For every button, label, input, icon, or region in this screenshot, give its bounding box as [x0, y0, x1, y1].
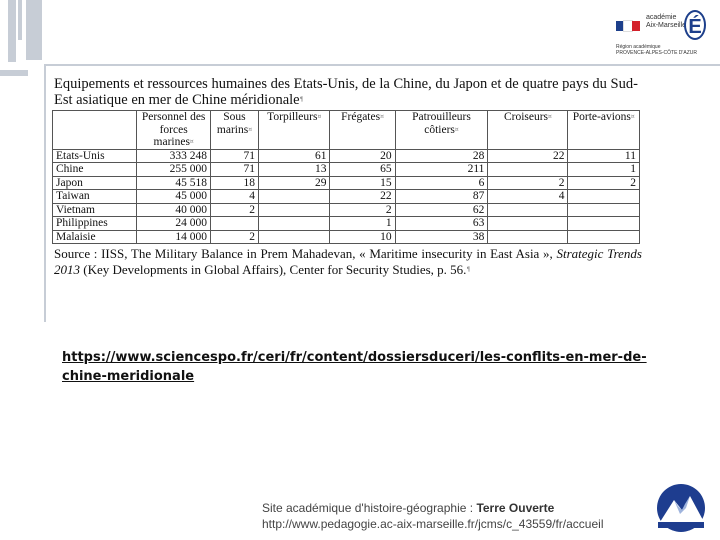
table-cell: 2: [210, 230, 258, 244]
region-name: Région académique PROVENCE-ALPES-CÔTE D'AZUR: [616, 44, 697, 56]
table-cell: 4: [488, 190, 568, 204]
academy-emblem-icon: É: [684, 10, 706, 40]
table-cell: 22: [330, 190, 395, 204]
source-link[interactable]: https://www.sciencespo.fr/ceri/fr/content/dossiersduceri/les-conflits-en-mer-de-chine-meridionale: [62, 350, 647, 384]
table-cell: 38: [395, 230, 488, 244]
table-cell: 45 000: [137, 190, 211, 204]
flag-icon: [616, 18, 640, 28]
table-cell: 2: [488, 176, 568, 190]
table-cell: [210, 217, 258, 231]
table-header-row: [53, 111, 640, 150]
table-cell: [258, 217, 330, 231]
table-cell: 11: [568, 149, 640, 163]
table-cell: 71: [210, 149, 258, 163]
decor-bar: [8, 0, 16, 62]
table-cell: 211: [395, 163, 488, 177]
table-row: [53, 203, 640, 217]
table-cell: 22: [488, 149, 568, 163]
table-cell: 28: [395, 149, 488, 163]
document-excerpt: [52, 76, 642, 278]
table-header: Croiseurs¤: [488, 111, 568, 150]
table-cell: 14 000: [137, 230, 211, 244]
decor-bar: [0, 70, 28, 76]
table-cell: 18: [210, 176, 258, 190]
table-title: Equipements et ressources humaines des Etats-Unis, de la Chine, du Japon et de quatre pays du Sud-Est asiatique en mer de Chine méridionale¶: [54, 76, 638, 108]
table-header: Patrouilleurs côtiers¤: [395, 111, 488, 150]
table-cell: 71: [210, 163, 258, 177]
table-cell: 2: [568, 176, 640, 190]
country-cell: Japon: [53, 176, 137, 190]
table-header: Torpilleurs¤: [258, 111, 330, 150]
table-cell: 65: [330, 163, 395, 177]
table-cell: [258, 190, 330, 204]
academy-logo: [610, 6, 710, 58]
table-cell: 2: [330, 203, 395, 217]
decor-line: [44, 64, 46, 322]
table-row: [53, 176, 640, 190]
table-cell: [488, 230, 568, 244]
table-cell: 1: [330, 217, 395, 231]
table-cell: 6: [395, 176, 488, 190]
table-cell: 255 000: [137, 163, 211, 177]
footer-site-name: Site académique d'histoire-géographie : Terre Ouverte: [262, 501, 555, 515]
mountain-logo-icon: [652, 482, 710, 534]
table-row: [53, 230, 640, 244]
table-header: Personnel des forces marines¤: [137, 111, 211, 150]
academy-name: académie Aix-Marseille: [646, 14, 687, 29]
table-header: Sous marins¤: [210, 111, 258, 150]
table-cell: 45 518: [137, 176, 211, 190]
table-cell: [568, 203, 640, 217]
table-row: [53, 163, 640, 177]
table-cell: 15: [330, 176, 395, 190]
country-cell: Philippines: [53, 217, 137, 231]
table-cell: 63: [395, 217, 488, 231]
footer-credits: [262, 500, 603, 532]
country-cell: Vietnam: [53, 203, 137, 217]
table-cell: 40 000: [137, 203, 211, 217]
table-header: [53, 111, 137, 150]
table-cell: 29: [258, 176, 330, 190]
table-cell: [568, 190, 640, 204]
table-cell: [258, 203, 330, 217]
table-row: [53, 149, 640, 163]
country-cell: Etats-Unis: [53, 149, 137, 163]
table-cell: [258, 230, 330, 244]
decor-bar: [18, 0, 22, 40]
table-cell: 20: [330, 149, 395, 163]
naval-forces-table: [52, 110, 640, 244]
table-cell: [568, 230, 640, 244]
table-cell: 4: [210, 190, 258, 204]
table-cell: 333 248: [137, 149, 211, 163]
table-cell: [488, 163, 568, 177]
country-cell: Taiwan: [53, 190, 137, 204]
table-row: [53, 217, 640, 231]
table-cell: 1: [568, 163, 640, 177]
table-cell: 87: [395, 190, 488, 204]
table-cell: [488, 203, 568, 217]
table-cell: 2: [210, 203, 258, 217]
table-header: Porte-avions¤: [568, 111, 640, 150]
table-cell: [488, 217, 568, 231]
source-citation: Source : IISS, The Military Balance in Prem Mahadevan, « Maritime insecurity in East Asia », Strategic Trends 2013 (Key Developments in Global Affairs), Center for Security Studies, p. 56.¶: [54, 246, 642, 277]
country-cell: Chine: [53, 163, 137, 177]
table-cell: 24 000: [137, 217, 211, 231]
decor-bar: [26, 0, 42, 60]
table-cell: 61: [258, 149, 330, 163]
table-cell: 13: [258, 163, 330, 177]
table-header: Frégates¤: [330, 111, 395, 150]
table-cell: [568, 217, 640, 231]
country-cell: Malaisie: [53, 230, 137, 244]
table-cell: 62: [395, 203, 488, 217]
table-row: [53, 190, 640, 204]
decor-line: [44, 64, 720, 66]
footer-url[interactable]: http://www.pedagogie.ac-aix-marseille.fr/jcms/c_43559/fr/accueil: [262, 517, 604, 531]
table-cell: 10: [330, 230, 395, 244]
